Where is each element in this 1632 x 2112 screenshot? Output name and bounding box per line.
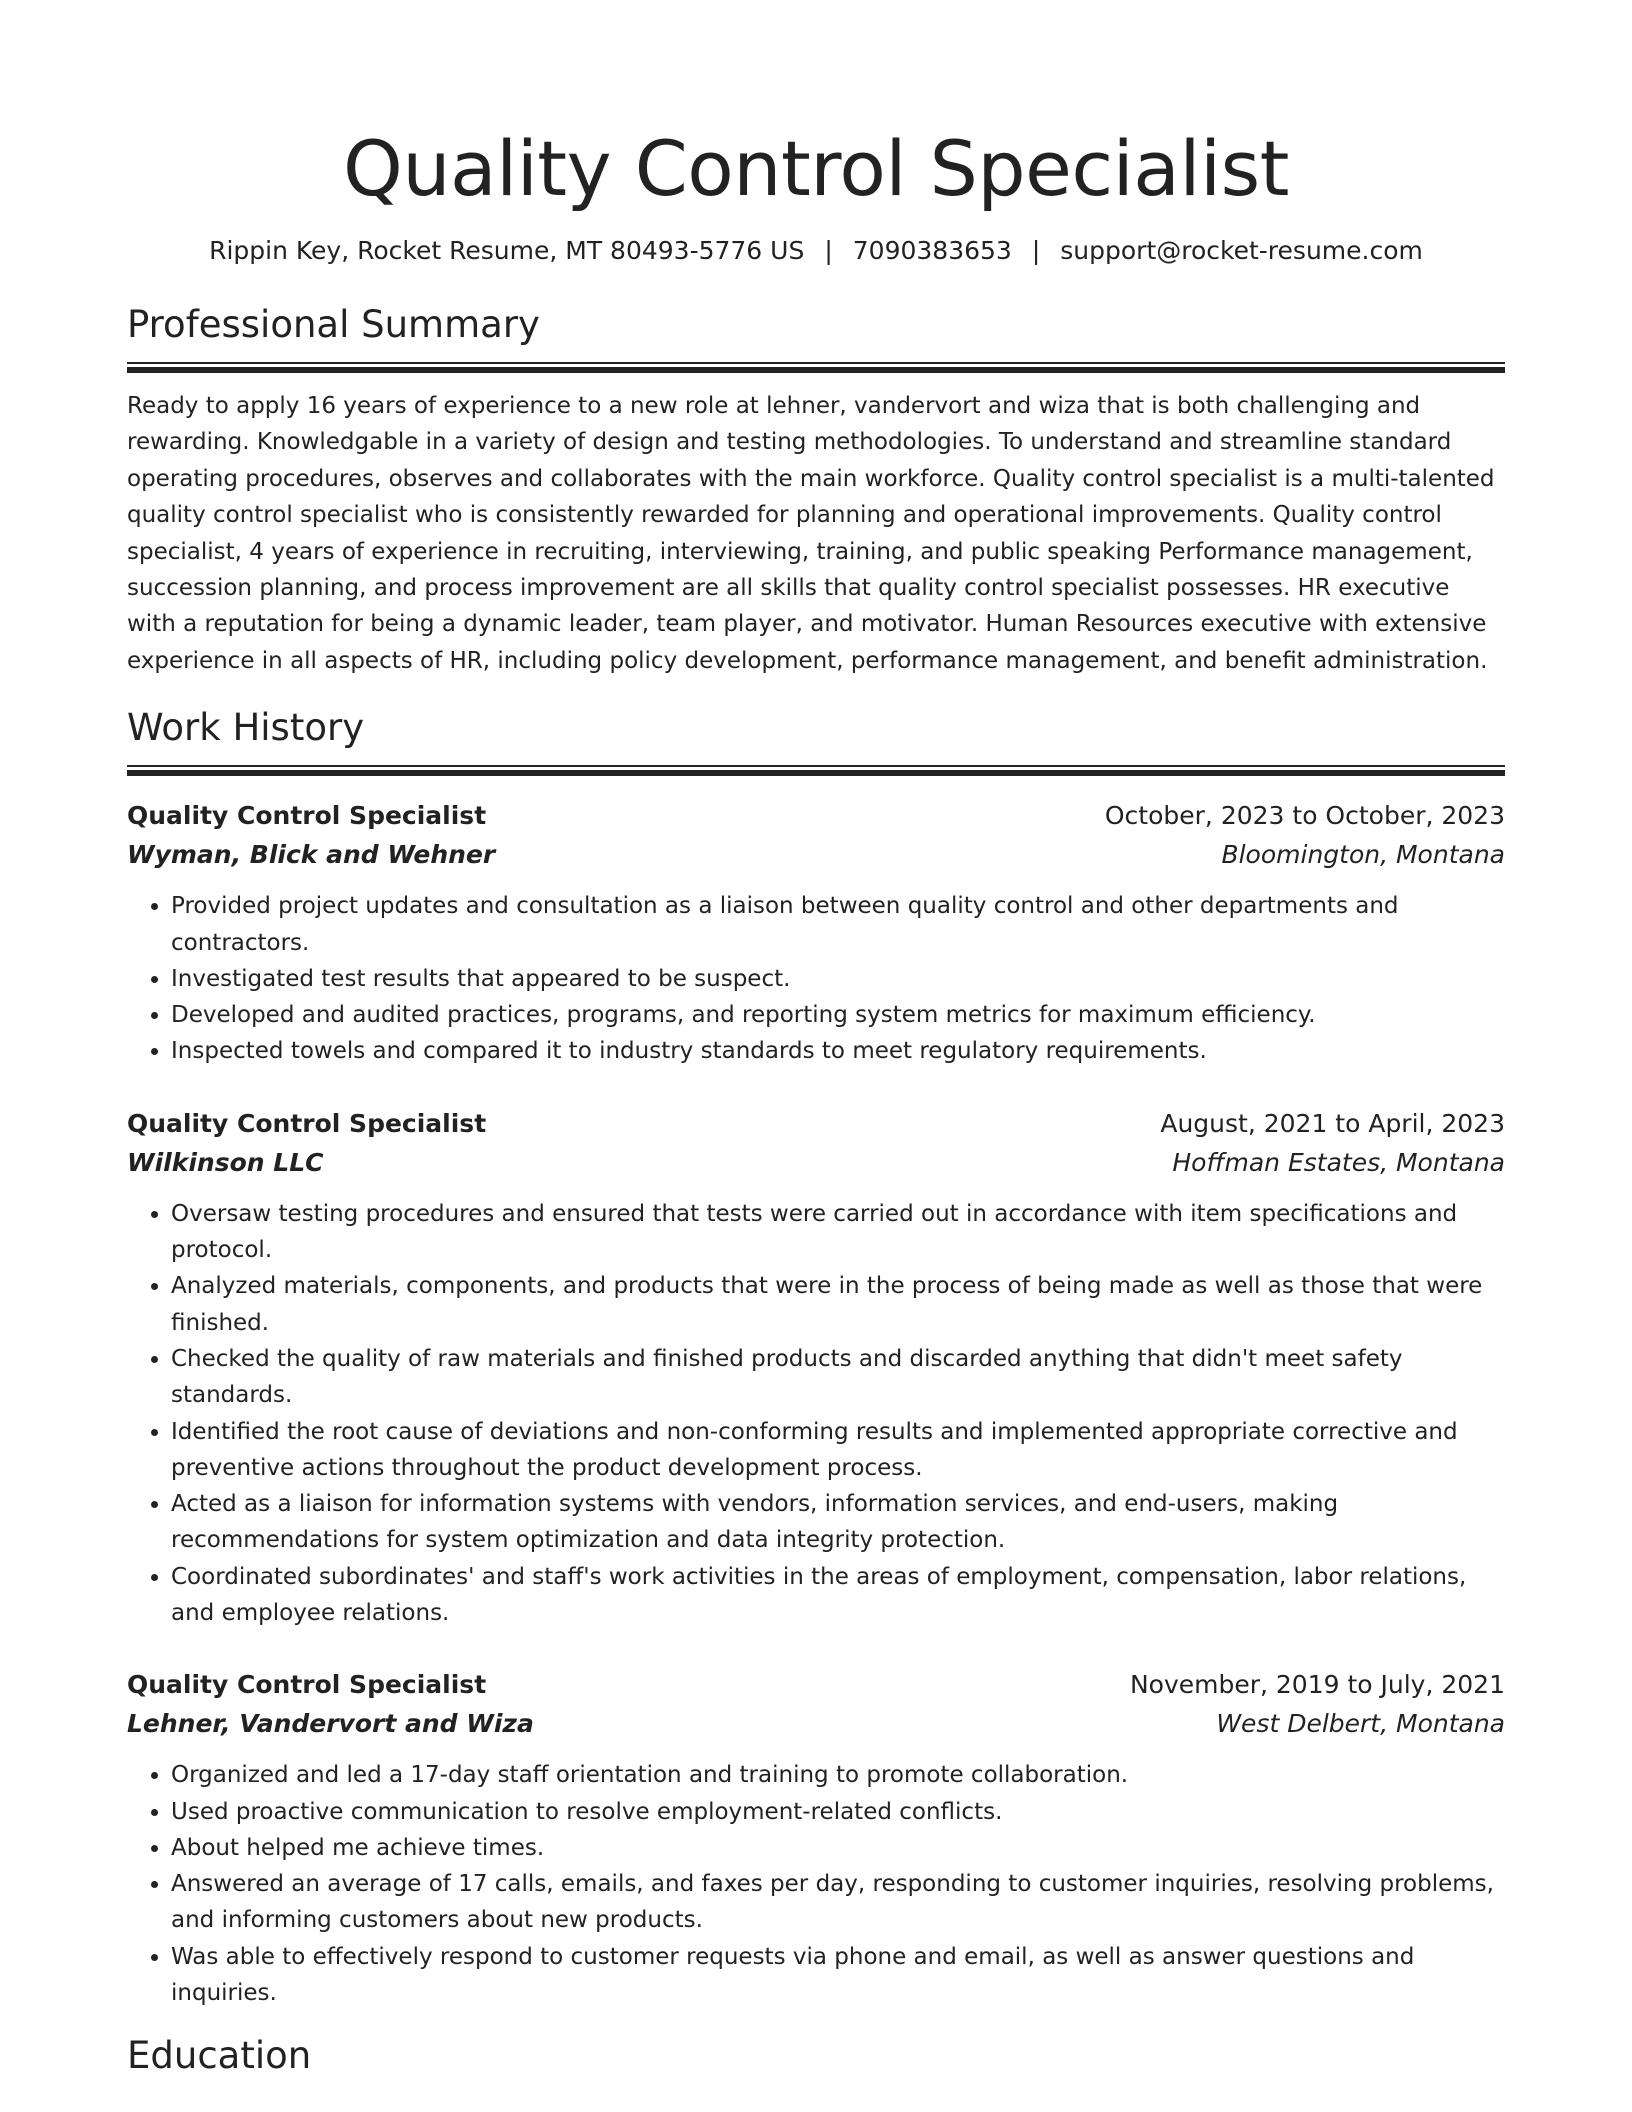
job-company: Wyman, Blick and Wehner [127,840,496,870]
job-bullet: • Investigated test results that appeared to be suspect. [171,961,1505,997]
contact-address: Rippin Key, Rocket Resume, MT 80493-5776 US [209,236,805,265]
job-header-row [127,1104,1505,1143]
contact-separator: | [824,236,833,265]
job-header-row [127,1665,1505,1704]
job-bullet: • Organized and led a 17-day staff orientation and training to promote collaboration. [171,1757,1505,1793]
job-title: Quality Control Specialist [127,1108,487,1138]
job-bullet: • Answered an average of 17 calls, emails, and faxes per day, responding to customer inquiries, resolving problems, and informing customers about new products. [171,1866,1505,1939]
section-divider [127,362,1505,373]
job-title: Quality Control Specialist [127,1670,487,1700]
job-dates: October, 2023 to October, 2023 [1104,801,1505,831]
resume-page [127,0,1505,2079]
job-company: Lehner, Vandervort and Wiza [127,1709,534,1739]
job-location: West Delbert, Montana [1216,1709,1505,1739]
section-title-summary: Professional Summary [127,303,540,346]
job-bullet: • Analyzed materials, components, and products that were in the process of being made as well as those that were finished. [171,1268,1505,1341]
job-subheader-row [127,835,1505,874]
job-bullets [127,888,1505,1069]
job-title: Quality Control Specialist [127,801,487,831]
job-entry [127,1104,1505,1632]
job-entry [127,1665,1505,2011]
job-bullet: • Oversaw testing procedures and ensured that tests were carried out in accordance with item specifications and protocol. [171,1196,1505,1269]
contact-email[interactable]: support@rocket-resume.com [1060,236,1423,265]
summary-text: Ready to apply 16 years of experience to a new role at lehner, vandervort and wiza that is both challenging and rewarding. Knowledgable in a variety of design and testing methodologies. To understand and streamline standard operating procedures, observes and collaborates with the main workforce. Quality control specialist is a multi-talented quality control specialist who is consistently rewarded for planning and operational improvements. Quality control specialist, 4 years of experience in recruiting, interviewing, training, and public speaking Performance management, succession planning, and process improvement are all skills that quality control specialist possesses. HR executive with a reputation for being a dynamic leader, team player, and motivator. Human Resources executive with extensive experience in all aspects of HR, including policy development, performance management, and benefit administration. [127,393,1495,674]
job-subheader-row [127,1143,1505,1182]
job-bullets [127,1196,1505,1632]
job-bullets [127,1757,1505,2011]
job-bullet: • Coordinated subordinates' and staff's work activities in the areas of employment, compensation, labor relations, and employee relations. [171,1559,1505,1632]
job-bullet: • Checked the quality of raw materials and finished products and discarded anything that didn't meet safety standards. [171,1341,1505,1414]
job-location: Bloomington, Montana [1221,840,1505,870]
job-bullet: • Used proactive communication to resolve employment-related conflicts. [171,1794,1505,1830]
section-title-education: Education [127,2034,312,2078]
section-divider [127,765,1505,776]
job-bullet: • Provided project updates and consultation as a liaison between quality control and other departments and contractors. [171,888,1505,961]
job-bullet: • Was able to effectively respond to customer requests via phone and email, as well as answer questions and inquiries. [171,1939,1505,2012]
contact-phone: 7090383653 [852,236,1012,265]
job-bullet: • Acted as a liaison for information systems with vendors, information services, and end-users, making recommendations for system optimization and data integrity protection. [171,1486,1505,1559]
contact-separator: | [1031,236,1041,265]
job-subheader-row [127,1704,1505,1743]
resume-name: Quality Control Specialist [343,124,1289,213]
job-entry [127,796,1505,1069]
job-bullet: • About helped me achieve times. [171,1830,1505,1866]
job-header-row [127,796,1505,835]
job-dates: August, 2021 to April, 2023 [1160,1108,1505,1138]
job-company: Wilkinson LLC [127,1147,324,1177]
job-bullet: • Identified the root cause of deviations and non-conforming results and implemented appropriate corrective and preventive actions throughout the product development process. [171,1414,1505,1487]
job-bullet: • Inspected towels and compared it to industry standards to meet regulatory requirements. [171,1033,1505,1069]
job-location: Hoffman Estates, Montana [1172,1147,1505,1177]
contact-line [127,234,1505,268]
section-title-work-history: Work History [127,706,365,750]
job-bullet: • Developed and audited practices, programs, and reporting system metrics for maximum efficiency. [171,997,1505,1033]
job-dates: November, 2019 to July, 2021 [1129,1670,1505,1700]
